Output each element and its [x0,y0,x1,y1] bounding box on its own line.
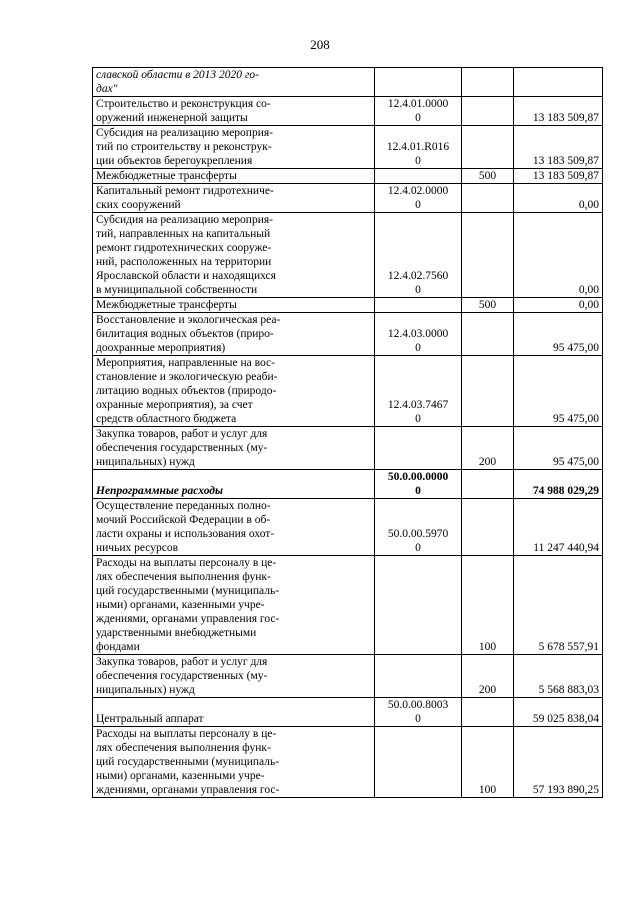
expense-name-line: лях обеспечения выполнения функ- [96,571,271,583]
expense-name-line: ций государственными (муниципаль- [96,756,280,768]
expense-type-cell: 100 [462,727,514,798]
amount-cell: 13 183 509,87 [514,97,603,126]
expense-name-line: литацию водных объектов (природо- [96,385,277,397]
expense-name-line: Расходы на выплаты персоналу в це- [96,728,277,740]
expense-type-cell [462,213,514,298]
expense-name-line: ремонт гидротехнических сооруже- [96,242,272,254]
expense-name-cell [93,356,375,427]
target-article-code-line: 0 [415,284,421,296]
target-article-code-cell [375,470,462,499]
amount-cell: 0,00 [514,298,603,313]
target-article-code-cell [375,727,462,798]
expense-name-cell [93,313,375,356]
table-row [93,126,603,169]
expense-name-cell [93,698,375,727]
expense-name-cell [93,427,375,470]
expense-name-line: Межбюджетные трансферты [96,299,237,311]
target-article-code-line: 50.0.00.5970 [387,528,449,540]
target-article-code-line: 50.0.00.8003 [387,699,449,711]
expense-type-cell [462,184,514,213]
expense-name-line: ударственными внебюджетными [96,627,257,639]
expense-name-line: ских сооружений [96,199,181,211]
amount-cell: 59 025 838,04 [514,698,603,727]
expense-name-line: тий, направленных на капитальный [96,228,271,240]
expense-name-cell [93,556,375,655]
expense-name-line: Субсидия на реализацию мероприя- [96,214,273,226]
table-row [93,184,603,213]
expense-name-line: билитация водных объектов (приро- [96,328,274,340]
expense-name-line: дах" [96,83,118,95]
expense-name-line: славской области в 2013 2020 го- [96,69,259,81]
expense-type-cell: 500 [462,298,514,313]
expense-name-line: ными) органами, казенными учре- [96,770,265,782]
target-article-code-line: 0 [415,112,421,124]
expense-name-line: ждениями, органами управления гос- [96,613,280,625]
target-article-code-line: 0 [415,155,421,167]
target-article-code-line: 12.4.03.0000 [387,328,449,340]
budget-table [92,67,603,798]
expense-name-cell [93,169,375,184]
table-row [93,655,603,698]
expense-name-line: доохранные мероприятия) [96,342,226,354]
expense-type-cell: 500 [462,169,514,184]
expense-name-cell [93,184,375,213]
table-row [93,499,603,556]
target-article-code-cell [375,298,462,313]
target-article-code-cell [375,655,462,698]
target-article-code-cell [375,698,462,727]
amount-cell: 13 183 509,87 [514,126,603,169]
expense-name-cell [93,68,375,97]
table-row [93,698,603,727]
expense-type-cell [462,313,514,356]
table-row [93,97,603,126]
amount-cell: 0,00 [514,184,603,213]
table-row [93,68,603,97]
expense-type-cell [462,126,514,169]
expense-type-cell: 100 [462,556,514,655]
target-article-code-line: 0 [415,413,421,425]
expense-name-line: обеспечения государственных (му- [96,442,268,454]
expense-name-line: Межбюджетные трансферты [96,170,237,182]
table-row [93,313,603,356]
expense-name-cell [93,126,375,169]
budget-table-body [93,68,603,798]
target-article-code-cell [375,556,462,655]
target-article-code-line: 0 [415,199,421,211]
table-row [93,298,603,313]
expense-name-line: обеспечения государственных (му- [96,670,268,682]
expense-name-line: Ярославской области и находящихся [96,270,276,282]
target-article-code-cell [375,126,462,169]
target-article-code-line: 12.4.02.0000 [387,185,449,197]
target-article-code-cell [375,356,462,427]
target-article-code-cell [375,169,462,184]
amount-cell: 74 988 029,29 [514,470,603,499]
target-article-code-line: 0 [415,485,421,497]
expense-name-line: ждениями, органами управления гос- [96,784,280,796]
expense-type-cell [462,698,514,727]
expense-name-line: фондами [96,641,140,653]
table-row [93,213,603,298]
expense-name-cell [93,298,375,313]
target-article-code-cell [375,313,462,356]
target-article-code-cell [375,97,462,126]
expense-name-line: ниципальных) нужд [96,684,195,696]
expense-type-cell [462,470,514,499]
target-article-code-cell [375,499,462,556]
target-article-code-line: 0 [415,342,421,354]
expense-name-line: ции объектов берегоукрепления [96,155,253,167]
expense-name-line: становление и экологическую реаби- [96,371,278,383]
table-row [93,470,603,499]
table-row [93,427,603,470]
amount-cell: 13 183 509,87 [514,169,603,184]
expense-type-cell: 200 [462,655,514,698]
expense-name-line: ний, расположенных на территории [96,256,272,268]
expense-name-line: Закупка товаров, работ и услуг для [96,428,268,440]
expense-name-cell [93,655,375,698]
target-article-code-line: 12.4.02.7560 [387,270,449,282]
expense-name-line: в муниципальной собственности [96,284,258,296]
amount-cell: 0,00 [514,213,603,298]
expense-name-line: Осуществление переданных полно- [96,500,271,512]
target-article-code-line: 0 [415,542,421,554]
amount-cell: 95 475,00 [514,427,603,470]
expense-name-line: Мероприятия, направленные на вос- [96,357,275,369]
expense-name-line: Капитальный ремонт гидротехниче- [96,185,274,197]
amount-cell: 57 193 890,25 [514,727,603,798]
expense-name-line: Восстановление и экологическая реа- [96,314,281,326]
target-article-code-cell [375,213,462,298]
expense-name-line: Строительство и реконструкция со- [96,98,271,110]
expense-type-cell [462,356,514,427]
expense-name-line: Расходы на выплаты персоналу в це- [96,557,277,569]
table-row [93,556,603,655]
expense-name-line: Непрограммные расходы [96,485,223,497]
expense-name-line: ций государственными (муниципаль- [96,585,280,597]
expense-type-cell [462,97,514,126]
expense-name-line: тий по строительству и реконструк- [96,141,272,153]
expense-name-line: оружений инженерной защиты [96,112,248,124]
expense-name-cell [93,470,375,499]
amount-cell: 95 475,00 [514,313,603,356]
target-article-code-line: 12.4.03.7467 [387,399,449,411]
target-article-code-cell [375,427,462,470]
table-row [93,356,603,427]
expense-name-line: Закупка товаров, работ и услуг для [96,656,268,668]
expense-name-line: ничьих ресурсов [96,542,178,554]
amount-cell: 5 568 883,03 [514,655,603,698]
target-article-code-cell [375,184,462,213]
expense-name-line: ниципальных) нужд [96,456,195,468]
amount-cell: 95 475,00 [514,356,603,427]
expense-name-line: Субсидия на реализацию мероприя- [96,127,273,139]
expense-name-line: ласти охраны и использования охот- [96,528,275,540]
table-row [93,727,603,798]
target-article-code-cell [375,68,462,97]
target-article-code-line: 0 [415,713,421,725]
expense-name-cell [93,213,375,298]
target-article-code-line: 12.4.01.R016 [386,141,450,153]
amount-cell [514,68,603,97]
expense-type-cell [462,68,514,97]
expense-name-cell [93,97,375,126]
expense-type-cell: 200 [462,427,514,470]
expense-name-cell [93,499,375,556]
table-row [93,169,603,184]
expense-type-cell [462,499,514,556]
expense-name-line: мочий Российской Федерации в об- [96,514,271,526]
expense-name-line: средств областного бюджета [96,413,237,425]
amount-cell: 11 247 440,94 [514,499,603,556]
page-number: 208 [310,37,330,52]
target-article-code-line: 50.0.00.0000 [387,471,449,483]
expense-name-line: охранные мероприятия), за счет [96,399,253,411]
expense-name-line: Центральный аппарат [96,713,204,725]
expense-name-line: ными) органами, казенными учре- [96,599,265,611]
amount-cell: 5 678 557,91 [514,556,603,655]
expense-name-line: лях обеспечения выполнения функ- [96,742,271,754]
target-article-code-line: 12.4.01.0000 [387,98,449,110]
expense-name-cell [93,727,375,798]
